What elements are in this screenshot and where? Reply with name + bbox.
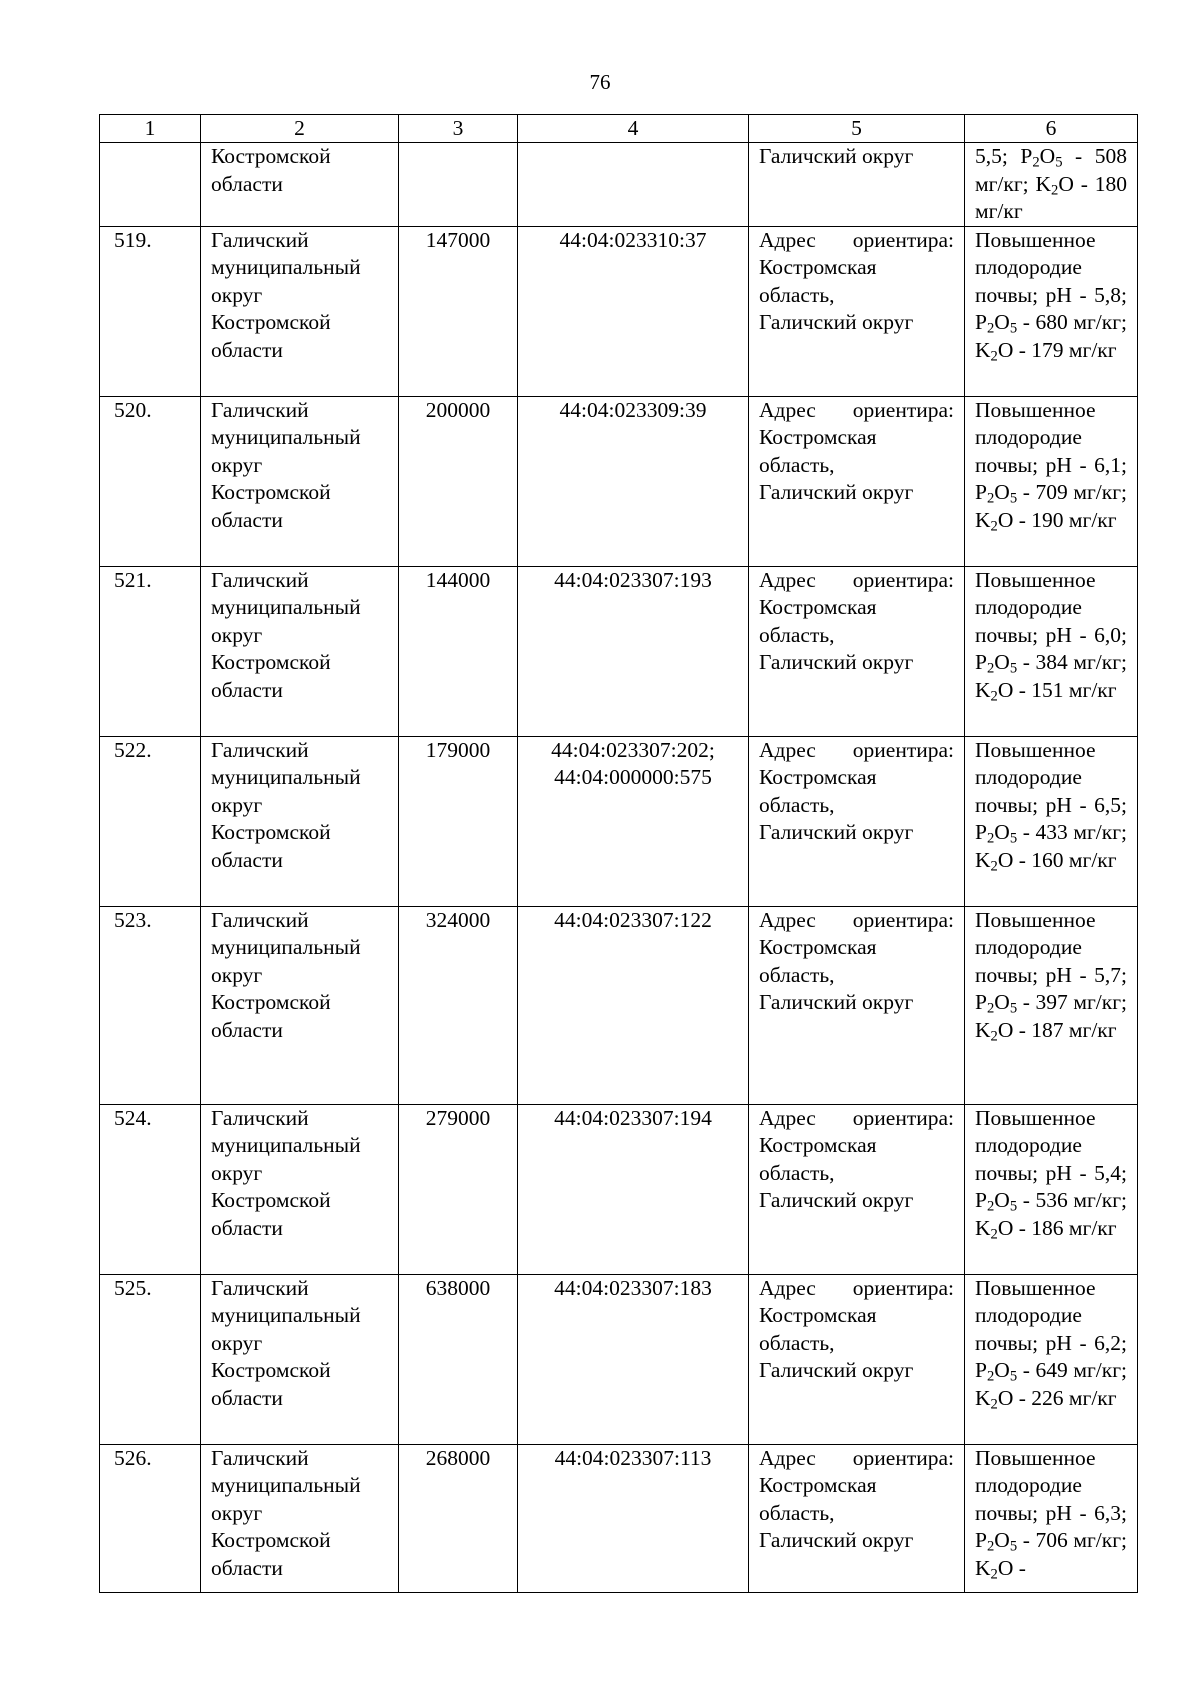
address-line: Костромская — [759, 935, 877, 959]
address-line: Галичский округ — [759, 990, 914, 1014]
page-number: 76 — [589, 70, 611, 94]
fertility-head: Повышенное плодородие почвы; — [975, 1105, 1096, 1185]
phosphorus-value: 397 — [1035, 990, 1068, 1014]
address-line: Галичский округ — [759, 1358, 914, 1382]
cadastral-number: 44:04:023307:183 — [554, 1275, 712, 1300]
phosphorus-value: 536 — [1035, 1188, 1068, 1212]
cadastral-number-cell — [518, 143, 749, 227]
plot-location-cell — [201, 396, 399, 566]
column-header: 1 — [100, 115, 201, 143]
ph-value: 6,2 — [1094, 1330, 1122, 1355]
location-line: Костромской — [211, 820, 331, 844]
address-line: Костромская — [759, 255, 877, 279]
location-line: Костромской — [211, 310, 331, 334]
cadastral-number-cell — [518, 1444, 749, 1592]
location-line: Галичский — [211, 227, 309, 252]
address-line: Адрес ориентира: — [759, 1105, 954, 1130]
row-number-cell: 522. — [100, 736, 201, 906]
area-cell: 638000 — [399, 1274, 518, 1444]
soil-values: 6,5; $P_2O_5 - 433$ мг/кг; $K_2O - 160$ мг/кг — [975, 792, 1127, 875]
soil-fertility-cell — [965, 736, 1138, 906]
ph-value: 6,5 — [1094, 792, 1122, 817]
location-line: Галичский — [211, 567, 309, 592]
address-cell — [749, 396, 965, 566]
potassium-value: 179 — [1031, 337, 1064, 362]
table-row — [100, 1274, 1138, 1444]
address-line: Костромская — [759, 1473, 877, 1497]
cadastral-number: 44:04:023307:193 — [554, 567, 712, 592]
column-header: 5 — [749, 115, 965, 143]
address-cell — [749, 736, 965, 906]
table-row — [100, 396, 1138, 566]
table-row — [100, 226, 1138, 396]
location-line: области — [211, 1017, 283, 1042]
fertility-head: Повышенное плодородие почвы; — [975, 737, 1096, 817]
plot-location-cell — [201, 1274, 399, 1444]
address-line: область, — [759, 962, 835, 987]
location-line: округ — [211, 1160, 263, 1185]
location-line: округ — [211, 1330, 263, 1355]
address-line: область, — [759, 282, 835, 307]
address-line: Галичский округ — [759, 480, 914, 504]
location-line: Костромской — [211, 1188, 331, 1212]
ph-value: 5,5 — [975, 144, 1002, 168]
cadastral-number-cell — [518, 1274, 749, 1444]
location-line: области — [211, 171, 283, 196]
address-line: Адрес ориентира: — [759, 1445, 954, 1470]
soil-values: 5,8; $P_2O_5 - 680$ мг/кг; $K_2O - 179$ мг/кг — [975, 282, 1127, 365]
location-line: муниципальный — [211, 1133, 361, 1157]
address-cell — [749, 566, 965, 736]
phosphorus-value: 680 — [1035, 310, 1068, 334]
location-line: муниципальный — [211, 425, 361, 449]
fertility-head: Повышенное плодородие почвы; — [975, 567, 1096, 647]
location-line: муниципальный — [211, 595, 361, 619]
fertility-label: Повышенное плодородие почвы; pH - — [975, 907, 1096, 987]
address-line: область, — [759, 792, 835, 817]
address-line: область, — [759, 452, 835, 477]
column-header: 3 — [399, 115, 518, 143]
soil-fertility-cell — [965, 226, 1138, 396]
table-row — [100, 143, 1138, 227]
location-line: муниципальный — [211, 255, 361, 279]
plot-location-cell — [201, 1104, 399, 1274]
plot-location-cell — [201, 566, 399, 736]
location-line: Галичский — [211, 737, 309, 762]
plot-location-cell — [201, 736, 399, 906]
location-line: Галичский — [211, 397, 309, 422]
fertility-label: Повышенное плодородие почвы; pH - — [975, 1105, 1096, 1185]
soil-fertility-cell — [965, 1104, 1138, 1274]
cadastral-number-cell — [518, 566, 749, 736]
plot-location-cell — [201, 906, 399, 1104]
soil-fertility-cell — [965, 1444, 1138, 1592]
address-line: Костромская — [759, 425, 877, 449]
address-line: Адрес ориентира: — [759, 907, 954, 932]
location-line: области — [211, 1215, 283, 1240]
location-line: области — [211, 1385, 283, 1410]
soil-values: 6,2; $P_2O_5 - 649$ мг/кг; $K_2O - 226$ мг/кг — [975, 1330, 1127, 1413]
cadastral-number: 44:04:023307:194 — [554, 1105, 712, 1130]
plot-location-cell — [201, 143, 399, 227]
row-number-cell: 521. — [100, 566, 201, 736]
address-line: область, — [759, 622, 835, 647]
location-line: Костромской — [211, 144, 331, 168]
fertility-head: Повышенное плодородие почвы; — [975, 1445, 1096, 1525]
location-line: округ — [211, 962, 263, 987]
address-line: Костромская — [759, 1133, 877, 1157]
soil-values: 5,5; $P_2O_5 - 508$ мг/кг; $K_2O - 180$ мг/кг — [975, 144, 1127, 223]
table-header-row — [100, 115, 1138, 143]
cadastral-number-cell — [518, 396, 749, 566]
phosphorus-value: 508 — [1094, 144, 1127, 168]
area-cell: 144000 — [399, 566, 518, 736]
column-header: 4 — [518, 115, 749, 143]
fertility-head: Повышенное плодородие почвы; — [975, 907, 1096, 987]
location-line: округ — [211, 792, 263, 817]
table-row — [100, 736, 1138, 906]
location-line: муниципальный — [211, 1303, 361, 1327]
potassium-value: 186 — [1031, 1215, 1064, 1240]
location-line: области — [211, 847, 283, 872]
potassium-value: 187 — [1031, 1017, 1064, 1042]
address-cell — [749, 143, 965, 227]
address-line: область, — [759, 1330, 835, 1355]
soil-fertility-cell — [965, 143, 1138, 227]
soil-values: 6,3; $P_2O_5 - 706$ мг/кг; $K_2O$ - — [975, 1500, 1127, 1583]
cadastral-number: 44:04:023309:39 — [559, 397, 707, 422]
location-line: Галичский — [211, 907, 309, 932]
location-line: Костромской — [211, 650, 331, 674]
address-line: Галичский округ — [759, 820, 914, 844]
potassium-value: 190 — [1031, 507, 1064, 532]
fertility-head: Повышенное плодородие почвы; — [975, 397, 1096, 477]
fertility-head: Повышенное плодородие почвы; — [975, 1275, 1096, 1355]
address-line: Галичский округ — [759, 144, 914, 168]
fertility-label: Повышенное плодородие почвы; pH - — [975, 567, 1096, 647]
table-row — [100, 1444, 1138, 1592]
potassium-value: 160 — [1031, 847, 1064, 872]
row-number-cell: 519. — [100, 226, 201, 396]
soil-values: 6,0; $P_2O_5 - 384$ мг/кг; $K_2O - 151$ мг/кг — [975, 622, 1127, 705]
fertility-head: Повышенное плодородие почвы; — [975, 227, 1096, 307]
soil-fertility-cell — [965, 1274, 1138, 1444]
location-line: округ — [211, 282, 263, 307]
address-line: Адрес ориентира: — [759, 397, 954, 422]
table-row — [100, 566, 1138, 736]
row-number-cell: 520. — [100, 396, 201, 566]
ph-value: 5,4 — [1094, 1160, 1122, 1185]
plot-location-cell — [201, 226, 399, 396]
location-line: области — [211, 677, 283, 702]
phosphorus-value: 433 — [1035, 820, 1068, 844]
address-cell — [749, 1104, 965, 1274]
ph-value: 6,3 — [1094, 1500, 1122, 1525]
location-line: муниципальный — [211, 765, 361, 789]
cadastral-number: 44:04:023310:37 — [559, 227, 707, 252]
ph-value: 6,0 — [1094, 622, 1122, 647]
row-number-cell: 525. — [100, 1274, 201, 1444]
address-line: область, — [759, 1160, 835, 1185]
address-line: Костромская — [759, 1303, 877, 1327]
fertility-label: Повышенное плодородие почвы; pH - — [975, 1445, 1096, 1525]
fertility-label: Повышенное плодородие почвы; pH - — [975, 227, 1096, 307]
address-cell — [749, 1274, 965, 1444]
cadastral-number: 44:04:023307:113 — [554, 1445, 712, 1470]
area-cell: 200000 — [399, 396, 518, 566]
table-row — [100, 1104, 1138, 1274]
address-line: Адрес ориентира: — [759, 567, 954, 592]
row-number-cell: 526. — [100, 1444, 201, 1592]
soil-fertility-cell — [965, 906, 1138, 1104]
location-line: округ — [211, 452, 263, 477]
fertility-label: Повышенное плодородие почвы; pH - — [975, 1275, 1096, 1355]
soil-values: 6,1; $P_2O_5 - 709$ мг/кг; $K_2O - 190$ мг/кг — [975, 452, 1127, 535]
location-line: Галичский — [211, 1445, 309, 1470]
cadastral-number-cell — [518, 906, 749, 1104]
address-line: Адрес ориентира: — [759, 227, 954, 252]
cadastral-number: 44:04:000000:575 — [554, 765, 712, 789]
area-cell — [399, 143, 518, 227]
ph-value: 5,7 — [1094, 962, 1122, 987]
location-line: муниципальный — [211, 1473, 361, 1497]
potassium-value: 151 — [1031, 677, 1064, 702]
fertility-label: Повышенное плодородие почвы; pH - — [975, 397, 1096, 477]
location-line: области — [211, 1555, 283, 1580]
area-cell: 147000 — [399, 226, 518, 396]
potassium-value: 226 — [1031, 1385, 1064, 1410]
location-line: округ — [211, 622, 263, 647]
row-number-cell — [100, 143, 201, 227]
location-line: Костромской — [211, 480, 331, 504]
cadastral-number-cell — [518, 1104, 749, 1274]
address-cell — [749, 1444, 965, 1592]
phosphorus-value: 384 — [1035, 650, 1068, 674]
potassium-value: 180 — [1094, 171, 1127, 196]
address-line: Костромская — [759, 765, 877, 789]
location-line: муниципальный — [211, 935, 361, 959]
address-cell — [749, 226, 965, 396]
phosphorus-value: 706 — [1035, 1528, 1068, 1552]
row-number-cell: 524. — [100, 1104, 201, 1274]
location-line: области — [211, 507, 283, 532]
address-line: Галичский округ — [759, 310, 914, 334]
location-line: области — [211, 337, 283, 362]
address-line: Галичский округ — [759, 1528, 914, 1552]
location-line: Галичский — [211, 1275, 309, 1300]
soil-values: 5,7; $P_2O_5 - 397$ мг/кг; $K_2O - 187$ мг/кг — [975, 962, 1127, 1045]
location-line: округ — [211, 1500, 263, 1525]
area-cell: 279000 — [399, 1104, 518, 1274]
plot-location-cell — [201, 1444, 399, 1592]
table-row — [100, 906, 1138, 1104]
location-line: Костромской — [211, 1528, 331, 1552]
address-cell — [749, 906, 965, 1104]
area-cell: 179000 — [399, 736, 518, 906]
address-line: Костромская — [759, 595, 877, 619]
ph-value: 5,8 — [1094, 282, 1122, 307]
column-header: 6 — [965, 115, 1138, 143]
cadastral-number: 44:04:023307:202; — [551, 737, 715, 762]
address-line: Адрес ориентира: — [759, 737, 954, 762]
cadastral-number: 44:04:023307:122 — [554, 907, 712, 932]
phosphorus-value: 649 — [1035, 1358, 1068, 1382]
column-header: 2 — [201, 115, 399, 143]
ph-value: 6,1 — [1094, 452, 1122, 477]
area-cell: 324000 — [399, 906, 518, 1104]
cadastral-number-cell — [518, 736, 749, 906]
address-line: Галичский округ — [759, 1188, 914, 1212]
address-line: Галичский округ — [759, 650, 914, 674]
location-line: Костромской — [211, 990, 331, 1014]
soil-fertility-cell — [965, 566, 1138, 736]
cadastral-number-cell — [518, 226, 749, 396]
fertility-label: Повышенное плодородие почвы; pH - — [975, 737, 1096, 817]
address-line: Адрес ориентира: — [759, 1275, 954, 1300]
address-line: область, — [759, 1500, 835, 1525]
row-number-cell: 523. — [100, 906, 201, 1104]
location-line: Костромской — [211, 1358, 331, 1382]
land-plots-table — [99, 114, 1138, 1593]
area-cell: 268000 — [399, 1444, 518, 1592]
phosphorus-value: 709 — [1035, 480, 1068, 504]
soil-values: 5,4; $P_2O_5 - 536$ мг/кг; $K_2O - 186$ мг/кг — [975, 1160, 1127, 1243]
location-line: Галичский — [211, 1105, 309, 1130]
soil-fertility-cell — [965, 396, 1138, 566]
